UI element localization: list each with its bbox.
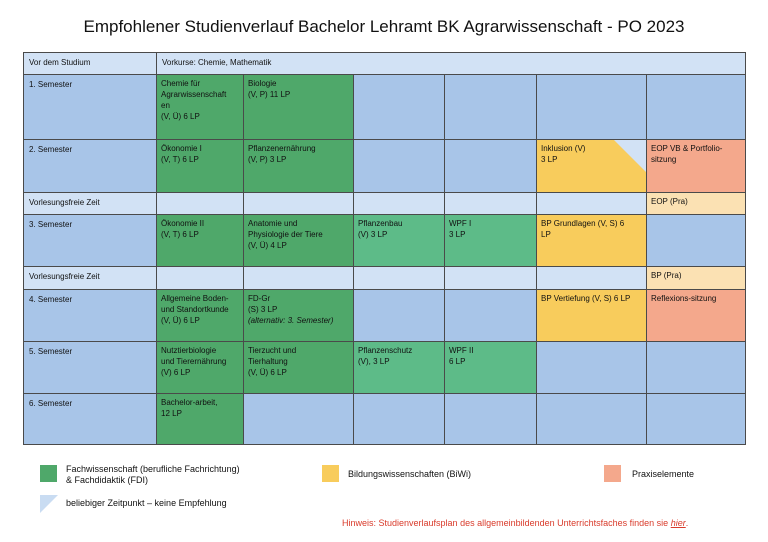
vorkurse-cell: Vorkurse: Chemie, Mathematik xyxy=(156,52,746,75)
empty-cell xyxy=(536,341,647,394)
empty-cell xyxy=(243,266,354,290)
empty-cell xyxy=(646,74,746,140)
empty-cell xyxy=(444,74,537,140)
empty-cell xyxy=(444,266,537,290)
row-label-semester-5: 5. Semester xyxy=(23,341,157,394)
empty-cell xyxy=(536,266,647,290)
row-label-vor-studium: Vor dem Studium xyxy=(23,52,157,75)
row-label-vorlesungsfreie-zeit-1: Vorlesungsfreie Zeit xyxy=(23,192,157,215)
module-pflanzenbau: Pflanzenbau (V) 3 LP xyxy=(353,214,445,267)
empty-cell xyxy=(156,192,244,215)
empty-cell xyxy=(156,266,244,290)
legend-praxiselemente: Praxiselemente xyxy=(632,469,695,479)
empty-cell xyxy=(444,393,537,445)
module-pflanzenernaehrung: Pflanzenernährung (V, P) 3 LP xyxy=(243,139,354,193)
row-label-vorlesungsfreie-zeit-2: Vorlesungsfreie Zeit xyxy=(23,266,157,290)
module-tierzucht: Tierzucht und Tierhaltung (V, Ü) 6 LP xyxy=(243,341,354,394)
empty-cell xyxy=(353,266,445,290)
empty-cell xyxy=(646,214,746,267)
row-label-semester-2: 2. Semester xyxy=(23,139,157,193)
empty-cell xyxy=(243,192,354,215)
legend-swatch-bildungswissenschaften xyxy=(322,465,339,482)
hinweis-note: Hinweis: Studienverlaufsplan des allgemeinbildenden Unterrichtsfaches finden sie hier. xyxy=(342,518,689,528)
empty-cell xyxy=(353,289,445,342)
row-label-semester-4: 4. Semester xyxy=(23,289,157,342)
empty-cell xyxy=(353,192,445,215)
module-anatomie: Anatomie und Physiologie der Tiere (V, Ü) 4 LP xyxy=(243,214,354,267)
empty-cell xyxy=(243,393,354,445)
legend-bildungswissenschaften: Bildungswissenschaften (BiWi) xyxy=(348,469,472,479)
legend-swatch-praxiselemente xyxy=(604,465,621,482)
module-wpf-1: WPF I 3 LP xyxy=(444,214,537,267)
empty-cell xyxy=(353,139,445,193)
module-boden-standortkunde: Allgemeine Boden- und Standortkunde (V, Ü) 6 LP xyxy=(156,289,244,342)
row-label-semester-6: 6. Semester xyxy=(23,393,157,445)
module-bp-pra: BP (Pra) xyxy=(646,266,746,290)
page-title: Empfohlener Studienverlauf Bachelor Lehramt BK Agrarwissenschaft - PO 2023 xyxy=(83,17,685,36)
empty-cell xyxy=(536,74,647,140)
module-biologie: Biologie (V, P) 11 LP xyxy=(243,74,354,140)
module-bachelorarbeit: Bachelor-arbeit, 12 LP xyxy=(156,393,244,445)
module-wpf-2: WPF II 6 LP xyxy=(444,341,537,394)
module-oekonomie-2: Ökonomie II (V, T) 6 LP xyxy=(156,214,244,267)
empty-cell xyxy=(536,393,647,445)
module-nutztierbiologie: Nutztierbiologie und Tierernährung (V) 6 LP xyxy=(156,341,244,394)
module-bp-vertiefung: BP Vertiefung (V, S) 6 LP xyxy=(536,289,647,342)
module-chemie: Chemie für Agrarwissenschaft en (V, Ü) 6 LP xyxy=(156,74,244,140)
module-bp-grundlagen: BP Grundlagen (V, S) 6 LP xyxy=(536,214,647,267)
module-oekonomie-1: Ökonomie I (V, T) 6 LP xyxy=(156,139,244,193)
module-fd-gr: FD-Gr (S) 3 LP (alternativ: 3. Semester) xyxy=(243,289,354,342)
row-label-semester-1: 1. Semester xyxy=(23,74,157,140)
study-plan-table xyxy=(23,52,746,445)
module-pflanzenschutz: Pflanzenschutz (V), 3 LP xyxy=(353,341,445,394)
module-eop-pra: EOP (Pra) xyxy=(646,192,746,215)
empty-cell xyxy=(444,192,537,215)
module-reflexionssitzung: Reflexions-sitzung xyxy=(646,289,746,342)
module-inklusion: Inklusion (V) 3 LP xyxy=(536,139,647,193)
legend-beliebiger-zeitpunkt: beliebiger Zeitpunkt – keine Empfehlung xyxy=(66,498,227,508)
empty-cell xyxy=(444,139,537,193)
legend-flexible-timing-icon xyxy=(40,495,58,513)
row-label-semester-3: 3. Semester xyxy=(23,214,157,267)
empty-cell xyxy=(353,74,445,140)
hier-link[interactable]: hier xyxy=(670,518,686,528)
empty-cell xyxy=(353,393,445,445)
legend-swatch-fachwissenschaft xyxy=(40,465,57,482)
legend-fachwissenschaft: Fachwissenschaft (berufliche Fachrichtung) & Fachdidaktik (FDI) xyxy=(66,464,240,485)
empty-cell xyxy=(444,289,537,342)
empty-cell xyxy=(646,393,746,445)
empty-cell xyxy=(536,192,647,215)
module-eop-vb: EOP VB & Portfolio- sitzung xyxy=(646,139,746,193)
empty-cell xyxy=(646,341,746,394)
